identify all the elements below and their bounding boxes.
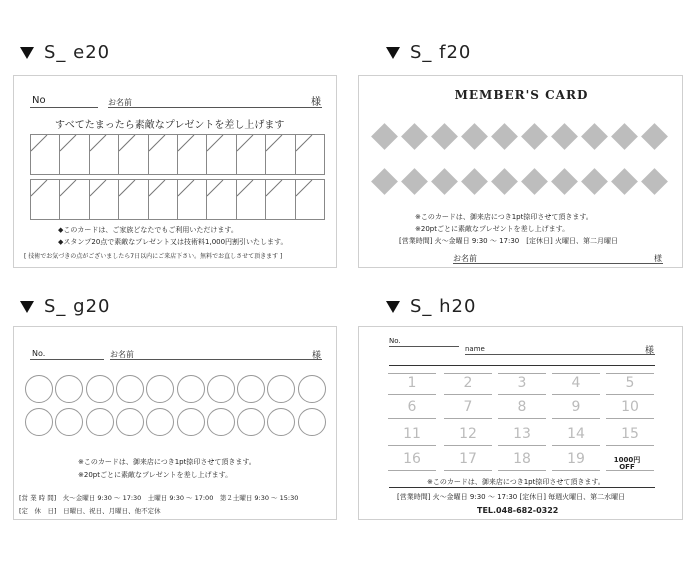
- number-underline: [388, 394, 436, 395]
- name-label: お名前: [453, 254, 477, 263]
- stamp-number: 8: [517, 399, 527, 415]
- stamp-circle: [55, 375, 83, 403]
- number-underline: [552, 418, 600, 419]
- number-underline: [606, 445, 654, 446]
- number-underline: [552, 394, 600, 395]
- number-underline: [552, 445, 600, 446]
- reward-top: 1000円: [613, 456, 641, 464]
- stamp-circle: [267, 375, 295, 403]
- triangle-down-icon: [386, 301, 400, 313]
- diagonal-line: [207, 135, 236, 175]
- diagonal-line: [237, 135, 266, 175]
- stamp-diamond: [551, 168, 578, 195]
- name-label: name: [465, 345, 485, 353]
- stamp-circle: [86, 375, 114, 403]
- stamp-circle: [146, 408, 174, 436]
- stamp-number: 9: [571, 399, 581, 415]
- note: ※このカードは、御来店につき1pt捺印させて頂きます。: [427, 478, 605, 486]
- stamp-cell: [89, 134, 119, 175]
- note-2: ※20ptごとに素敵なプレゼントを差し上げます。: [78, 471, 233, 479]
- stamp-diamond: [521, 123, 548, 150]
- stamp-cell: [295, 179, 325, 220]
- stamp-diamond: [401, 123, 428, 150]
- stamp-diamond: [461, 123, 488, 150]
- stamp-circle: [177, 375, 205, 403]
- diagonal-line: [296, 135, 325, 175]
- no-underline: [30, 107, 98, 108]
- number-underline: [388, 373, 436, 374]
- stamp-number: 13: [513, 426, 531, 442]
- diagonal-line: [119, 180, 148, 220]
- stamp-diamond: [371, 123, 398, 150]
- stamp-cell: [148, 134, 178, 175]
- number-underline: [552, 470, 600, 471]
- stamp-circle: [116, 375, 144, 403]
- stamp-circle: [146, 375, 174, 403]
- stamp-diamond: [641, 123, 668, 150]
- number-underline: [388, 418, 436, 419]
- stamp-circles: [14, 327, 338, 521]
- diagonal-line: [237, 180, 266, 220]
- stamp-diamond: [581, 168, 608, 195]
- stamp-circle: [116, 408, 144, 436]
- sama-label: 様: [312, 351, 322, 361]
- number-underline: [606, 418, 654, 419]
- stamp-circle: [177, 408, 205, 436]
- card-heading: すべてたまったら素敵なプレゼントを差し上げます: [55, 120, 285, 131]
- stamp-diamond: [401, 168, 428, 195]
- stamp-cell: [148, 179, 178, 220]
- card-e20: [13, 75, 337, 268]
- tel: TEL.048-682-0322: [477, 506, 559, 515]
- title-g20: S_ g20: [20, 296, 110, 317]
- number-underline: [444, 470, 492, 471]
- diagonal-line: [60, 135, 89, 175]
- stamp-number: 16: [403, 451, 421, 467]
- business-hours: [営業時間] 火～金曜日 9:30 ～ 17:30 [定休日] 火曜日、第二月曜日: [399, 237, 618, 245]
- stamp-number: 6: [407, 399, 417, 415]
- sama-label: 様: [654, 254, 662, 263]
- number-underline: [388, 470, 436, 471]
- no-label: No.: [389, 337, 401, 345]
- diagonal-line: [266, 180, 295, 220]
- stamp-number: 15: [621, 426, 639, 442]
- number-underline: [552, 373, 600, 374]
- stamp-number: 18: [513, 451, 531, 467]
- note-1: ※このカードは、御来店につき1pt捺印させて頂きます。: [415, 213, 593, 221]
- number-underline: [498, 445, 546, 446]
- holidays: [定 休 日] 日曜日、祝日、月曜日、他不定休: [19, 507, 161, 515]
- stamp-cell: [89, 179, 119, 220]
- sama-label: 様: [645, 346, 655, 356]
- stamp-circle: [86, 408, 114, 436]
- stamp-cell: [59, 179, 89, 220]
- diagonal-line: [90, 135, 119, 175]
- stamp-number: 11: [403, 426, 421, 442]
- stamp-circle: [207, 375, 235, 403]
- stamp-circle: [55, 408, 83, 436]
- stamp-cell: [177, 179, 207, 220]
- business-hours: [営業時間] 火～金曜日 9:30 ～ 17:30 [定休日] 毎週火曜日、第二水曜日: [397, 493, 626, 501]
- stamp-number: 17: [459, 451, 477, 467]
- diagonal-line: [31, 135, 60, 175]
- note-2: ※20ptごとに素敵なプレゼントを差し上げます。: [415, 225, 570, 233]
- stamp-circle: [298, 408, 326, 436]
- sama-label: 様: [311, 97, 321, 108]
- stamp-diamond: [521, 168, 548, 195]
- title-h20: S_ h20: [386, 296, 476, 317]
- diagonal-line: [90, 180, 119, 220]
- diagonal-line: [119, 135, 148, 175]
- number-underline: [498, 373, 546, 374]
- stamp-grid: [30, 134, 324, 220]
- stamp-diamond: [431, 123, 458, 150]
- stamp-number: 12: [459, 426, 477, 442]
- stamp-number: 2: [463, 375, 473, 391]
- stamp-circle: [298, 375, 326, 403]
- note-1: ※このカードは、御来店につき1pt捺印させて頂きます。: [78, 458, 256, 466]
- title-f20: S_ f20: [386, 42, 471, 63]
- stamp-circle: [267, 408, 295, 436]
- card-h20: [358, 326, 683, 520]
- stamp-diamond: [551, 123, 578, 150]
- stamp-diamond: [581, 123, 608, 150]
- diagonal-line: [296, 180, 325, 220]
- number-underline: [498, 394, 546, 395]
- stamp-cell: [265, 179, 295, 220]
- stamp-diamond: [371, 168, 398, 195]
- stamp-cell: [206, 179, 236, 220]
- stamp-number: 10: [621, 399, 639, 415]
- stamp-cell: [206, 134, 236, 175]
- diagonal-line: [149, 180, 178, 220]
- stamp-number: 19: [567, 451, 585, 467]
- name-label: お名前: [110, 350, 134, 359]
- number-underline: [444, 418, 492, 419]
- note-1: ◆このカードは、ご家族どなたでもご利用いただけます。: [58, 226, 238, 234]
- no-label: No: [32, 95, 46, 106]
- card-heading: MEMBER'S CARD: [454, 88, 589, 102]
- stamp-diamond: [491, 168, 518, 195]
- number-underline: [606, 394, 654, 395]
- stamp-number: 1: [407, 375, 417, 391]
- reward-bottom: OFF: [619, 463, 635, 471]
- name-underline: [453, 263, 663, 264]
- number-underline: [444, 445, 492, 446]
- diagonal-line: [178, 180, 207, 220]
- number-underline: [498, 470, 546, 471]
- stamp-circle: [25, 375, 53, 403]
- stamp-cell: [236, 134, 266, 175]
- stamp-number: 4: [571, 375, 581, 391]
- number-underline: [498, 418, 546, 419]
- stamp-diamond: [611, 168, 638, 195]
- triangle-down-icon: [386, 47, 400, 59]
- stamp-number: 14: [567, 426, 585, 442]
- diagonal-line: [149, 135, 178, 175]
- number-underline: [444, 394, 492, 395]
- name-underline: [108, 107, 322, 108]
- number-underline: [388, 445, 436, 446]
- triangle-down-icon: [20, 301, 34, 313]
- diagonal-line: [60, 180, 89, 220]
- stamp-cell: [177, 134, 207, 175]
- stamp-circle: [237, 375, 265, 403]
- stamp-cell: [265, 134, 295, 175]
- stamp-diamond: [611, 123, 638, 150]
- no-label: No.: [32, 349, 46, 358]
- stamp-circle: [237, 408, 265, 436]
- title-e20: S_ e20: [20, 42, 110, 63]
- note-2: ◆スタンプ20点で素敵なプレゼント又は技術料1,000円割引いたします。: [58, 238, 288, 246]
- stamp-number: 7: [463, 399, 473, 415]
- number-underline: [606, 373, 654, 374]
- diagonal-line: [178, 135, 207, 175]
- stamp-cell: [295, 134, 325, 175]
- stamp-diamond: [431, 168, 458, 195]
- card-f20: [358, 75, 683, 268]
- stamp-cell: [118, 134, 148, 175]
- business-hours: [営 業 時 間] 火～金曜日 9:30 ～ 17:30 土曜日 9:30 ～ 17:00 第２土曜日 9:30 ～ 15:30: [19, 494, 299, 502]
- number-underline: [444, 373, 492, 374]
- stamp-cell: [30, 179, 60, 220]
- diagonal-line: [31, 180, 60, 220]
- stamp-diamond: [491, 123, 518, 150]
- diagonal-line: [207, 180, 236, 220]
- stamp-cell: [30, 134, 60, 175]
- name-label: お名前: [108, 98, 132, 107]
- card-g20: [13, 326, 337, 520]
- stamp-cell: [118, 179, 148, 220]
- note-3: [ 技術でお気づきの点がございましたら7日以内にご来店下さい。無料でお直しさせて頂きます ]: [24, 253, 283, 260]
- triangle-down-icon: [20, 47, 34, 59]
- stamp-number: 5: [625, 375, 635, 391]
- stamp-number: 3: [517, 375, 527, 391]
- stamp-circle: [25, 408, 53, 436]
- separator-bottom: [389, 487, 655, 488]
- stamp-diamond: [641, 168, 668, 195]
- stamp-circle: [207, 408, 235, 436]
- stamp-diamond: [461, 168, 488, 195]
- stamp-cell: [59, 134, 89, 175]
- stamp-cell: [236, 179, 266, 220]
- diagonal-line: [266, 135, 295, 175]
